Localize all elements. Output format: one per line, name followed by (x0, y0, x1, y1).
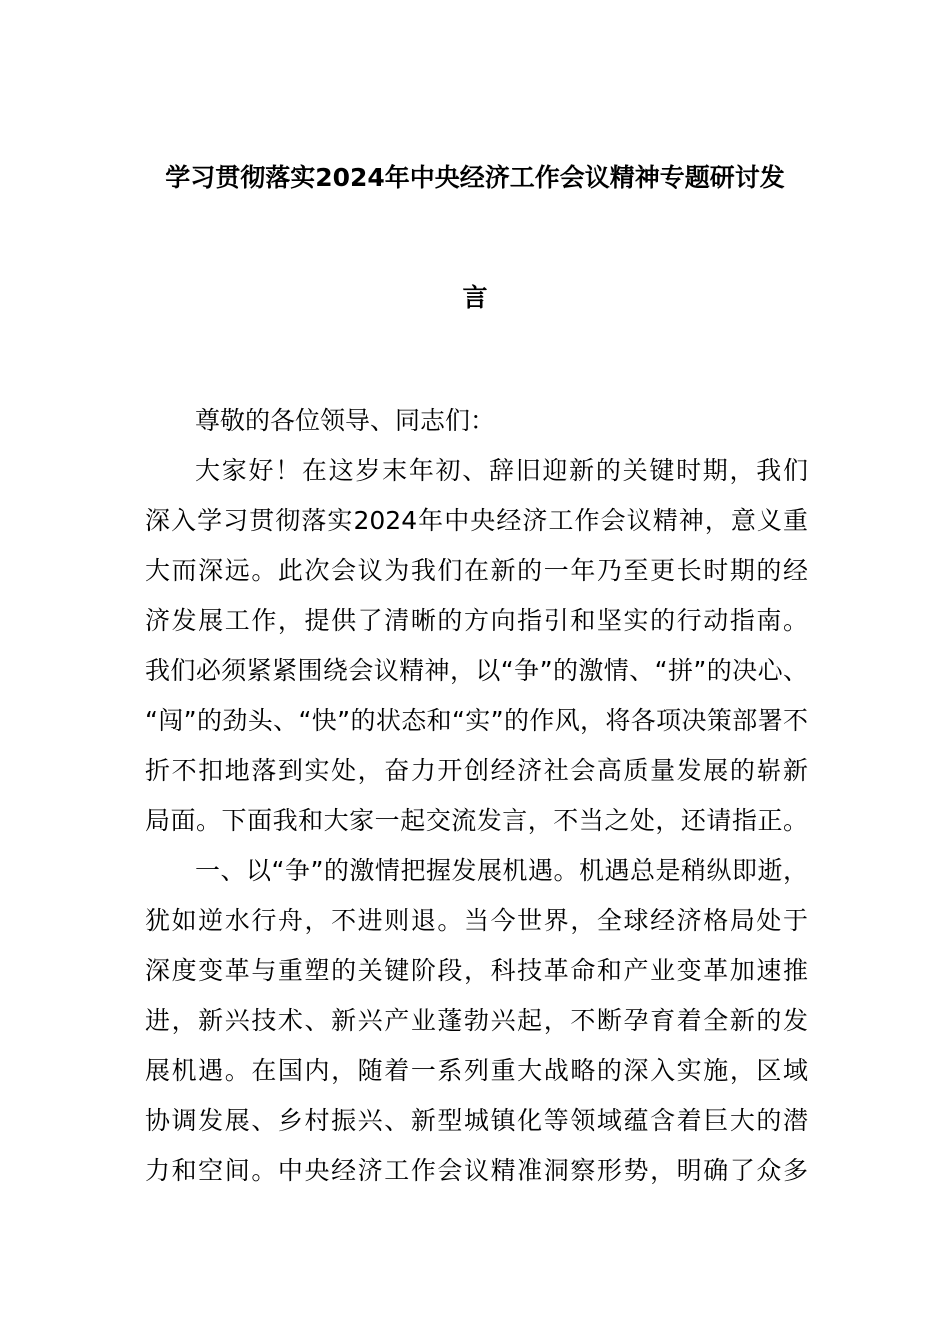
body-line: 折不扣地落到实处，奋力开创经济社会高质量发展的崭新 (145, 756, 808, 785)
body-line: 深度变革与重塑的关键阶段，科技革命和产业变革加速推 (145, 956, 808, 985)
body-line: 展机遇。在国内，随着一系列重大战略的深入实施，区域 (145, 1056, 808, 1085)
document-title-line-2: 言 (462, 283, 488, 312)
body-line: 协调发展、乡村振兴、新型城镇化等领域蕴含着巨大的潜 (145, 1106, 808, 1135)
body-line: 大而深远。此次会议为我们在新的一年乃至更长时期的经 (145, 556, 808, 585)
salutation: 尊敬的各位领导、同志们： (195, 406, 496, 435)
body-line: “闯”的劲头、“快”的状态和“实”的作风，将各项决策部署不 (145, 706, 808, 735)
section-heading-line: 一、以“争”的激情把握发展机遇。机遇总是稍纵即逝， (195, 856, 808, 885)
body-line: 济发展工作，提供了清晰的方向指引和坚实的行动指南。 (145, 606, 808, 635)
document-title-line-1: 学习贯彻落实2024年中央经济工作会议精神专题研讨发 (165, 163, 785, 192)
body-line: 进，新兴技术、新兴产业蓬勃兴起，不断孕育着全新的发 (145, 1006, 808, 1035)
body-line: 力和空间。中央经济工作会议精准洞察形势，明确了众多 (145, 1156, 808, 1185)
body-line: 大家好！在这岁末年初、辞旧迎新的关键时期，我们 (195, 456, 808, 485)
body-line: 局面。下面我和大家一起交流发言，不当之处，还请指正。 (145, 806, 808, 835)
body-line: 犹如逆水行舟，不进则退。当今世界，全球经济格局处于 (145, 906, 808, 935)
body-line: 我们必须紧紧围绕会议精神，以“争”的激情、“拼”的决心、 (145, 656, 808, 685)
body-line: 深入学习贯彻落实2024年中央经济工作会议精神，意义重 (145, 506, 808, 535)
